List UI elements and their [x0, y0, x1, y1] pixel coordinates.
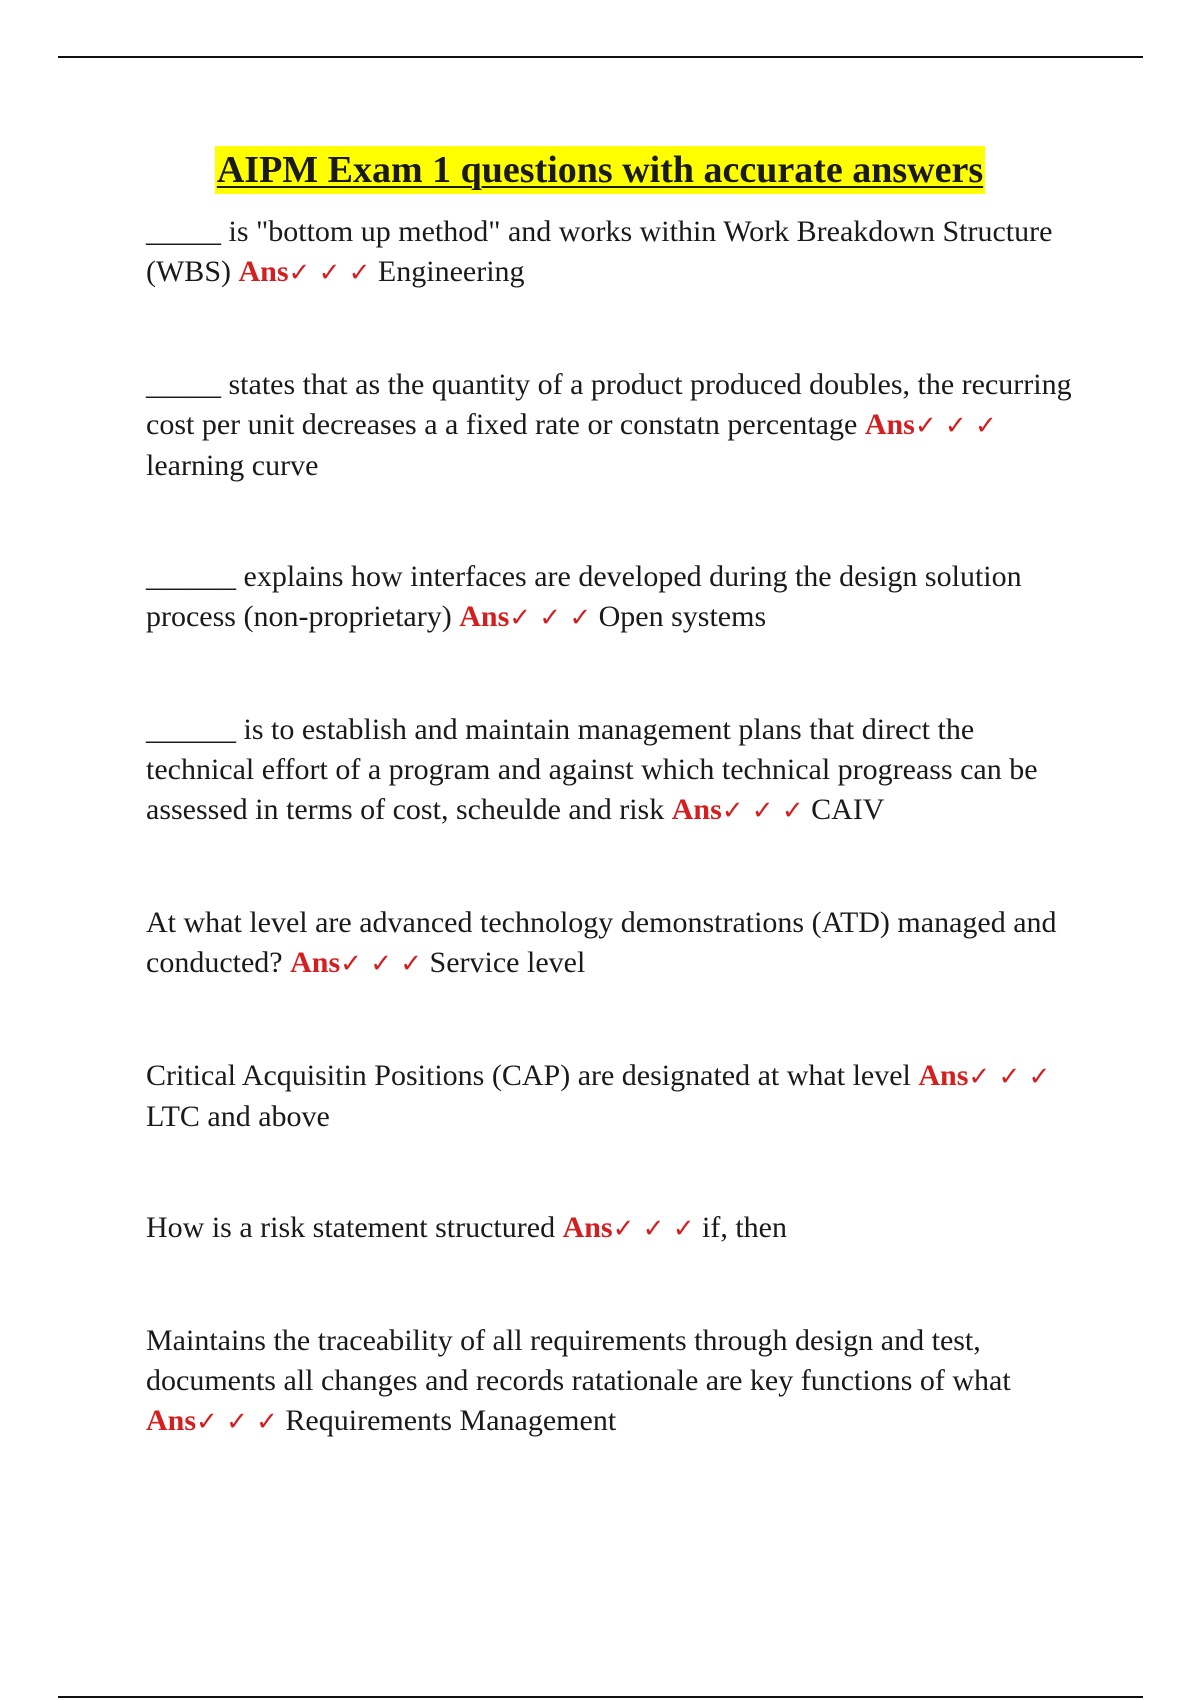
qa-item: [146, 1321, 1086, 1442]
document-title: AIPM Exam 1 questions with accurate answers: [215, 146, 985, 194]
answer-label: Ans: [864, 408, 915, 441]
checkmarks-icon: ✓ ✓ ✓: [340, 949, 423, 979]
title-container: [0, 146, 1200, 194]
qa-item: [146, 1208, 1086, 1249]
checkmarks-icon: ✓ ✓ ✓: [968, 1062, 1051, 1092]
answer-text: Requirements Management: [285, 1404, 617, 1437]
checkmarks-icon: ✓ ✓ ✓: [612, 1214, 695, 1244]
checkmarks-icon: ✓ ✓ ✓: [721, 796, 804, 826]
question-text: ______ is to establish and maintain management plans that direct the technical effort of a program and against which technical progreass can be assessed in terms of cost, scheulde and risk: [146, 713, 1038, 826]
question-text: _____ states that as the quantity of a product produced doubles, the recurring cost per unit decreases a a fixed rate or constatn percentage: [146, 368, 1072, 441]
answer-text: LTC and above: [146, 1100, 330, 1133]
qa-item: [146, 1056, 1086, 1137]
qa-item: [146, 365, 1086, 486]
question-text: How is a risk statement structured: [146, 1211, 556, 1244]
checkmarks-icon: ✓ ✓ ✓: [914, 411, 997, 441]
qa-item: [146, 903, 1086, 984]
qa-item: [146, 557, 1086, 638]
question-text: _____ is "bottom up method" and works within Work Breakdown Structure (WBS): [146, 215, 1053, 288]
checkmarks-icon: ✓ ✓ ✓: [288, 258, 371, 288]
answer-text: Open systems: [598, 600, 767, 633]
answer-label: Ans: [562, 1211, 613, 1244]
checkmarks-icon: ✓ ✓ ✓: [196, 1407, 278, 1437]
question-text: At what level are advanced technology demonstrations (ATD) managed and conducted?: [146, 906, 1057, 979]
answer-text: Service level: [429, 946, 586, 979]
answer-text: CAIV: [811, 793, 885, 826]
qa-item: [146, 710, 1086, 831]
answer-text: if, then: [702, 1211, 787, 1244]
answer-text: learning curve: [146, 449, 319, 482]
answer-label: Ans: [459, 600, 510, 633]
answer-label: Ans: [671, 793, 722, 826]
question-text: Maintains the traceability of all requirements through design and test, documents all changes and records ratationale are key functions of what: [146, 1324, 1011, 1397]
answer-label: Ans: [918, 1059, 969, 1092]
bottom-rule: [58, 1696, 1143, 1698]
top-rule: [58, 56, 1143, 58]
answer-label: Ans: [146, 1404, 197, 1437]
checkmarks-icon: ✓ ✓ ✓: [509, 603, 592, 633]
answer-label: Ans: [238, 255, 289, 288]
qa-item: [146, 212, 1086, 293]
answer-label: Ans: [290, 946, 341, 979]
answer-text: Engineering: [377, 255, 525, 288]
question-text: ______ explains how interfaces are developed during the design solution process (non-proprietary): [146, 560, 1022, 633]
question-text: Critical Acquisitin Positions (CAP) are designated at what level: [146, 1059, 911, 1092]
